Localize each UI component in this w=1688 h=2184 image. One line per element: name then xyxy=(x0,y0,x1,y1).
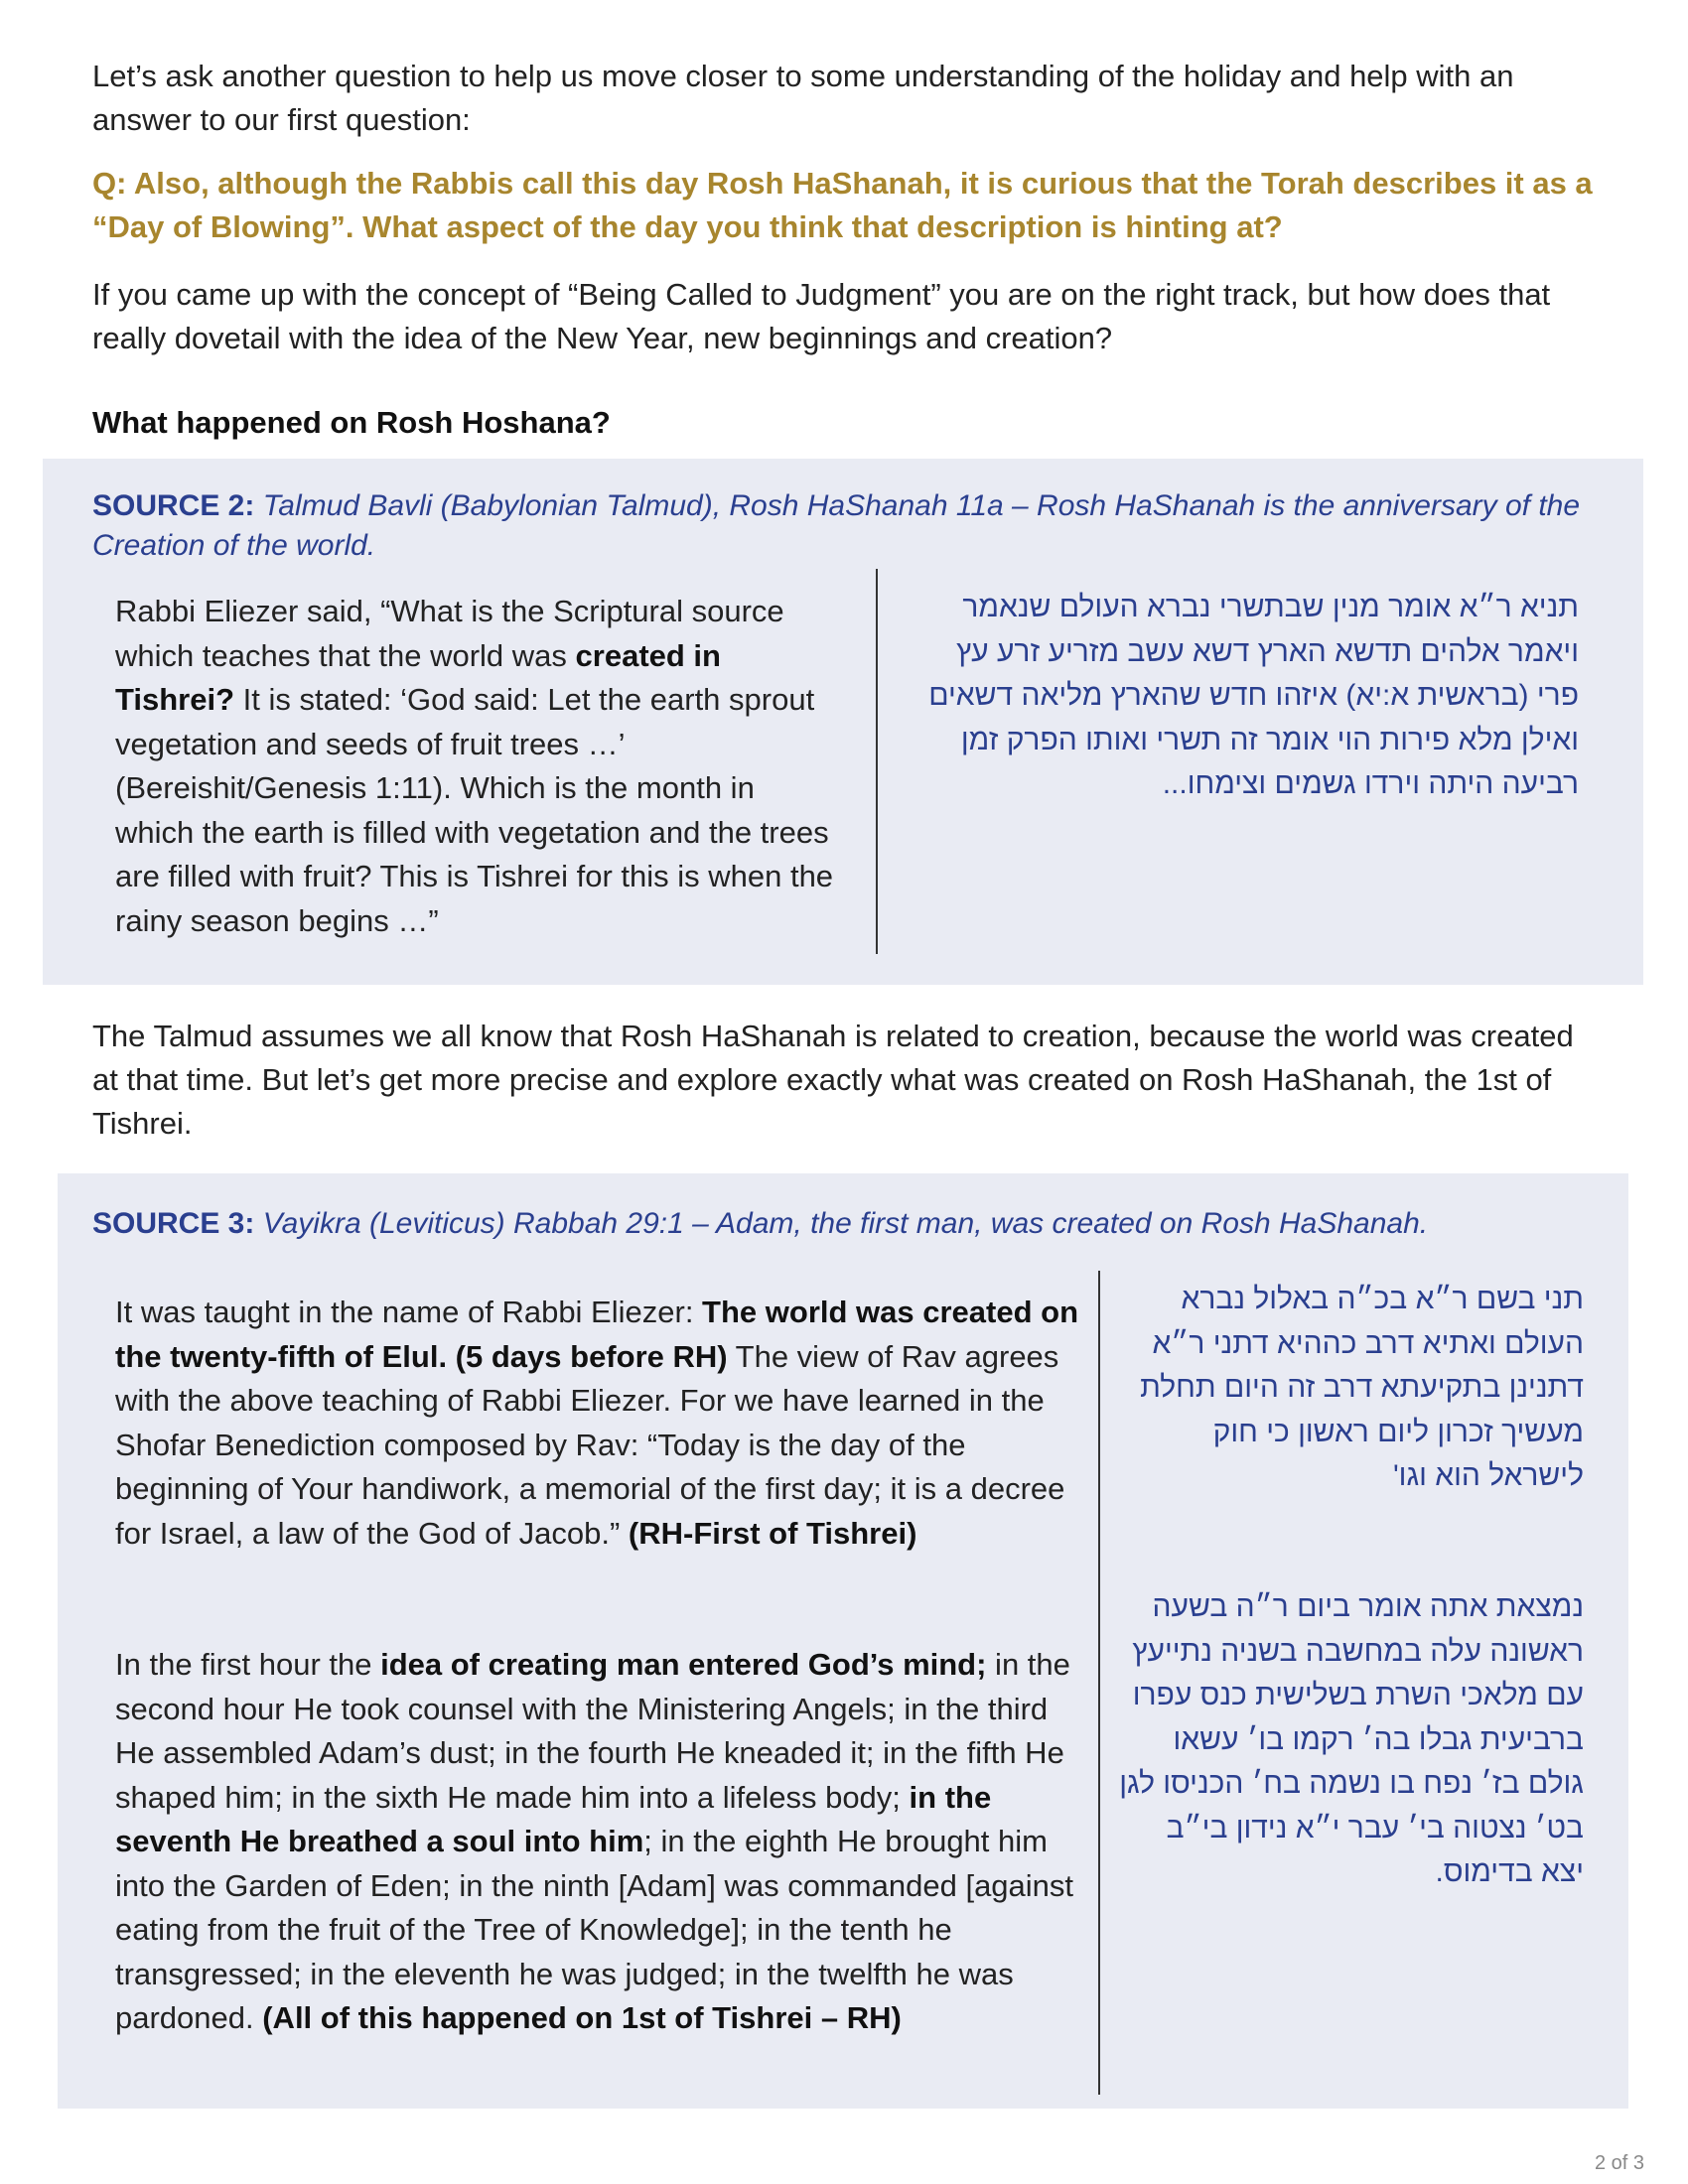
source3-english-text: The view of Rav agrees with the above teaching of Rabbi Eliezer. For we have learned in the Shofar Benediction composed by Rav: “Today is the day of the beginning of Your handiwork, a memorial of the first day; it is a decree for Israel, a law of the God of Jacob.” xyxy=(115,1338,1065,1551)
source2-label: SOURCE 2: xyxy=(92,489,255,522)
page-number: 2 of 3 xyxy=(1594,2152,1644,2174)
source2-english xyxy=(115,590,840,943)
source2-english-text: Rabbi Eliezer said, “What is the Scriptural source which teaches that the world was xyxy=(115,594,784,673)
source3-english-bold: (All of this happened on 1st of Tishrei – RH) xyxy=(262,2000,902,2035)
source3-divider xyxy=(1098,1271,1100,2095)
source3-hebrew-part2: נמצאת אתה אומר ביום ר״ה בשעה ראשונה עלה במחשבה בשניה נתייעץ עם מלאכי השרת בשלישית כנס עפרו ברביעית גבלו בה׳ רקמו בו׳ עשאו גולם בז׳ נפח בו נשמה בח׳ הכניסו לגן בט׳ נצטוה בי׳ עבר י״א נידון בי״ב יצא בדימוס. xyxy=(1119,1590,1584,1888)
source2-citation: Talmud Bavli (Babylonian Talmud), Rosh HaShanah 11a – Rosh HaShanah is the anniversary of the Creation of the world. xyxy=(92,489,1581,562)
intro-paragraph: Let’s ask another question to help us move closer to some understanding of the holiday and help with an answer to our first question: xyxy=(92,59,1514,137)
source3-english-bold: (RH-First of Tishrei) xyxy=(628,1515,917,1551)
source3-english-bold: The world was created on the twenty-fifth of Elul. (5 days before RH) xyxy=(115,1295,1079,1374)
source3-english-text: In the first hour the xyxy=(115,1647,381,1682)
middle-paragraph: The Talmud assumes we all know that Rosh HaShanah is related to creation, because the world was created at that time. But let’s get more precise and explore exactly what was created on Rosh HaShanah, the 1st of Tishrei. xyxy=(92,1019,1574,1141)
section-heading: What happened on Rosh Hoshana? xyxy=(92,405,611,440)
source3-english-part2 xyxy=(115,1643,1083,2041)
source2-divider xyxy=(876,569,878,954)
source3-citation: Vayikra (Leviticus) Rabbah 29:1 – Adam, the first man, was created on Rosh HaShanah. xyxy=(262,1207,1429,1240)
source2-english-bold: created in Tishrei? xyxy=(115,637,721,717)
source3-header xyxy=(92,1204,1602,1244)
source2-hebrew: תניא ר״א אומר מנין שבתשרי נברא העולם שנאמר ויאמר אלהים תדשא הארץ דשא עשב מזריע זרע עץ פרי (בראשית א:יא) איזהו חדש שהארץ מליאה דשאים ואילן מלא פירות הוי אומר זה תשרי ואותו הפרק זמן רביעה היתה וירדו גשמים וצימחו... xyxy=(928,591,1579,800)
source3-english-bold: in the seventh He breathed a soul into him xyxy=(115,1779,992,1858)
source3-label: SOURCE 3: xyxy=(92,1207,255,1240)
source3-english-text: It was taught in the name of Rabbi Eliezer: xyxy=(115,1295,703,1329)
answer-paragraph: If you came up with the concept of “Being Called to Judgment” you are on the right track, but how does that really dovetail with the idea of the New Year, new beginnings and creation? xyxy=(92,277,1551,355)
source3-hebrew-part1: תני בשם ר״א בכ״ה באלול נברא העולם ואתיא דרב כההיא דתני ר״א דתנינן בתקיעתא דרב זה היום תחלת מעשיך זכרון ליום ראשון כי חוק לישראל הוא וגו' xyxy=(1140,1283,1584,1492)
source3-english-part1 xyxy=(115,1291,1088,1556)
source3-english-bold: idea of creating man entered God’s mind; xyxy=(380,1647,987,1682)
question-paragraph: Q: Also, although the Rabbis call this day Rosh HaShanah, it is curious that the Torah describes it as a “Day of Blowing”. What aspect of the day you think that description is hinting at? xyxy=(92,166,1593,244)
source3-english-text: in the second hour He took counsel with the Ministering Angels; in the third He assembled Adam’s dust; in the fourth He kneaded it; in the fifth He shaped him; in the sixth He made him into a lifeless body; xyxy=(115,1647,1070,1815)
source3-english-text: ; in the eighth He brought him into the Garden of Eden; in the ninth [Adam] was commanded [against eating from the fruit of the Tree of Knowledge]; in the tenth he transgressed; in the eleventh he was judged; in the twelfth he was pardoned. xyxy=(115,1824,1074,2035)
source2-english-text: It is stated: ‘God said: Let the earth sprout vegetation and seeds of fruit trees …’ (Bereishit/Genesis 1:11). Which is the month in which the earth is filled with vegetation and the trees are filled with fruit? This is Tishrei for this is when the rainy season begins …” xyxy=(115,682,834,938)
source2-header xyxy=(92,486,1621,566)
